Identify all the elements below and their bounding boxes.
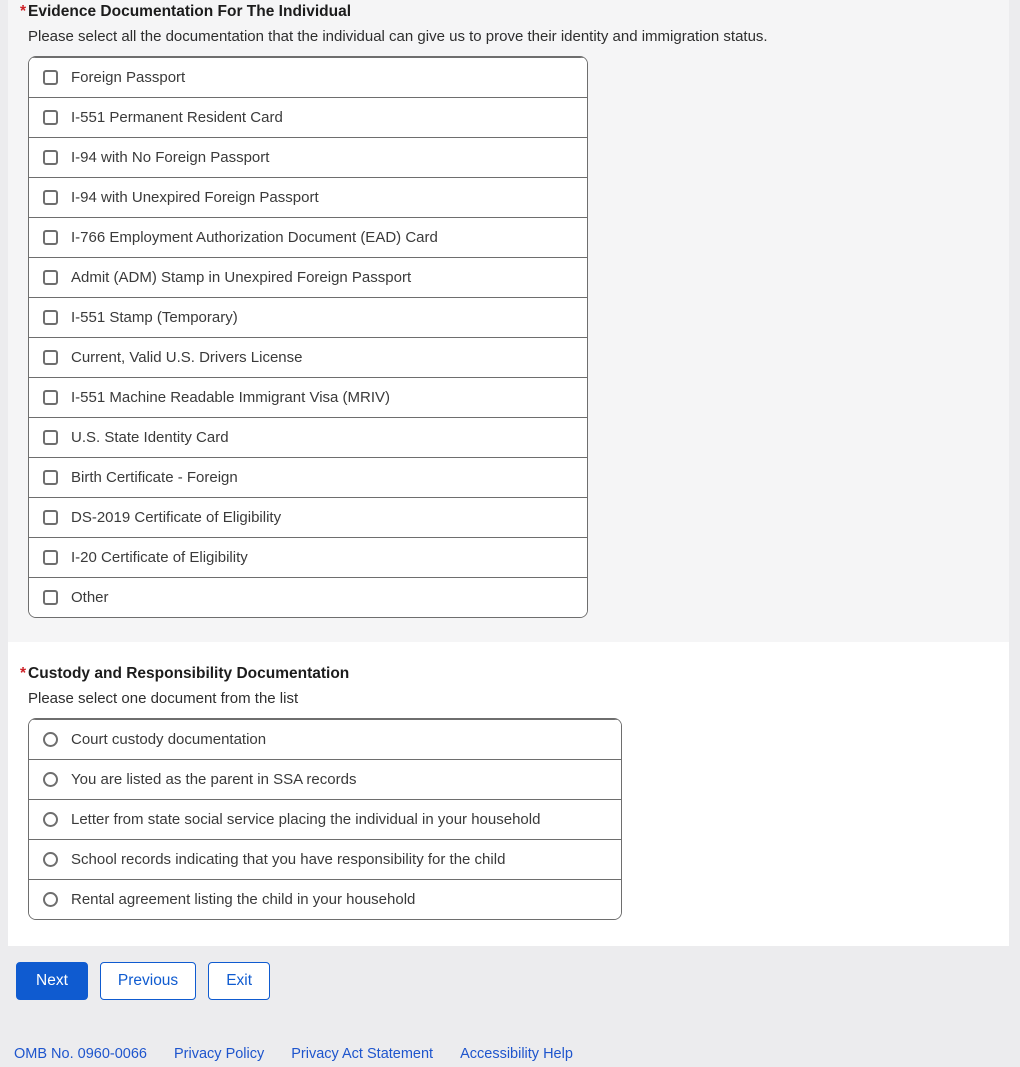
checkbox-icon[interactable] (43, 510, 58, 525)
checkbox-icon[interactable] (43, 310, 58, 325)
evidence-checkbox-row[interactable] (29, 297, 587, 337)
custody-radio-row[interactable] (29, 879, 621, 919)
checkbox-icon[interactable] (43, 270, 58, 285)
evidence-checkbox-list (28, 56, 588, 618)
previous-button[interactable]: Previous (100, 962, 196, 1000)
option-label: Admit (ADM) Stamp in Unexpired Foreign Passport (71, 268, 412, 286)
next-button[interactable]: Next (16, 962, 88, 1000)
evidence-checkbox-row[interactable] (29, 97, 587, 137)
radio-icon[interactable] (43, 812, 58, 827)
option-label: Birth Certificate - Foreign (71, 468, 238, 486)
form-content (8, 0, 1009, 946)
option-label: I-94 with Unexpired Foreign Passport (71, 188, 319, 206)
checkbox-icon[interactable] (43, 230, 58, 245)
exit-button[interactable]: Exit (208, 962, 270, 1000)
custody-radio-row[interactable] (29, 759, 621, 799)
evidence-section-title: Evidence Documentation For The Individual (28, 3, 352, 20)
radio-icon[interactable] (43, 852, 58, 867)
custody-section-title: Custody and Responsibility Documentation (28, 665, 350, 682)
evidence-checkbox-row[interactable] (29, 537, 587, 577)
privacy-act-statement-link[interactable]: Privacy Act Statement (291, 1046, 434, 1062)
checkbox-icon[interactable] (43, 110, 58, 125)
option-label: School records indicating that you have responsibility for the child (71, 850, 506, 868)
evidence-checkbox-row[interactable] (29, 257, 587, 297)
custody-radio-row[interactable] (29, 719, 621, 759)
checkbox-icon[interactable] (43, 390, 58, 405)
option-label: I-551 Machine Readable Immigrant Visa (MRIV) (71, 388, 391, 406)
evidence-checkbox-row[interactable] (29, 177, 587, 217)
option-label: DS-2019 Certificate of Eligibility (71, 508, 282, 526)
custody-radio-list (28, 718, 622, 920)
form-actions (16, 962, 1020, 1000)
required-asterisk: * (20, 3, 27, 20)
radio-icon[interactable] (43, 772, 58, 787)
checkbox-icon[interactable] (43, 70, 58, 85)
evidence-checkbox-row[interactable] (29, 337, 587, 377)
option-label: Court custody documentation (71, 730, 267, 748)
evidence-section-description: Please select all the documentation that the individual can give us to prove their identity and immigration status. (28, 28, 768, 45)
option-label: I-551 Stamp (Temporary) (71, 308, 238, 326)
checkbox-icon[interactable] (43, 430, 58, 445)
evidence-documentation-section (8, 0, 1009, 642)
option-label: Other (71, 588, 109, 606)
option-label: Current, Valid U.S. Drivers License (71, 348, 303, 366)
evidence-checkbox-row[interactable] (29, 57, 587, 97)
accessibility-help-link[interactable]: Accessibility Help (460, 1046, 573, 1062)
checkbox-icon[interactable] (43, 590, 58, 605)
radio-icon[interactable] (43, 892, 58, 907)
required-asterisk: * (20, 665, 27, 682)
custody-section-heading (20, 664, 1009, 684)
option-label: I-94 with No Foreign Passport (71, 148, 270, 166)
custody-documentation-section (8, 642, 1009, 946)
option-label: U.S. State Identity Card (71, 428, 229, 446)
radio-icon[interactable] (43, 732, 58, 747)
option-label: Rental agreement listing the child in your household (71, 890, 416, 908)
checkbox-icon[interactable] (43, 550, 58, 565)
evidence-checkbox-row[interactable] (29, 377, 587, 417)
option-label: Foreign Passport (71, 68, 186, 86)
custody-radio-row[interactable] (29, 799, 621, 839)
checkbox-icon[interactable] (43, 470, 58, 485)
evidence-checkbox-row[interactable] (29, 217, 587, 257)
checkbox-icon[interactable] (43, 350, 58, 365)
evidence-checkbox-row[interactable] (29, 497, 587, 537)
privacy-policy-link[interactable]: Privacy Policy (174, 1046, 265, 1062)
footer (14, 1046, 1020, 1062)
custody-section-description: Please select one document from the list (28, 690, 299, 707)
evidence-checkbox-row[interactable] (29, 137, 587, 177)
option-label: I-20 Certificate of Eligibility (71, 548, 248, 566)
option-label: You are listed as the parent in SSA records (71, 770, 357, 788)
evidence-checkbox-row[interactable] (29, 417, 587, 457)
option-label: Letter from state social service placing the individual in your household (71, 810, 541, 828)
custody-radio-row[interactable] (29, 839, 621, 879)
option-label: I-551 Permanent Resident Card (71, 108, 283, 126)
evidence-checkbox-row[interactable] (29, 577, 587, 617)
checkbox-icon[interactable] (43, 150, 58, 165)
option-label: I-766 Employment Authorization Document (EAD) Card (71, 228, 438, 246)
evidence-checkbox-row[interactable] (29, 457, 587, 497)
evidence-section-heading (20, 2, 1009, 22)
omb-number-link[interactable]: OMB No. 0960-0066 (14, 1046, 147, 1062)
checkbox-icon[interactable] (43, 190, 58, 205)
